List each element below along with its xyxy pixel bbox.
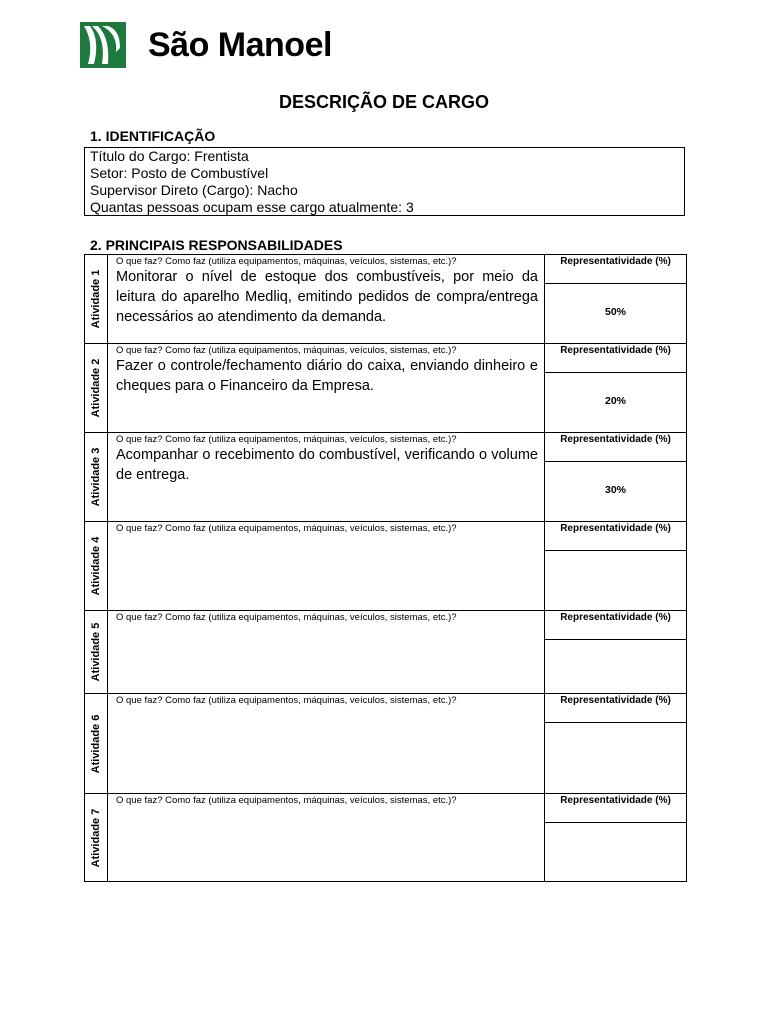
- representatividade-header: Representatividade (%): [545, 794, 686, 823]
- ident-quantidade: Quantas pessoas ocupam esse cargo atualmente: 3: [90, 199, 414, 215]
- activity-description-cell: [108, 794, 545, 882]
- representatividade-header: Representatividade (%): [545, 611, 686, 640]
- activity-question: O que faz? Como faz (utiliza equipamentos, máquinas, veículos, sistemas, etc.)?: [116, 345, 457, 356]
- activity-answer: Fazer o controle/fechamento diário do caixa, enviando dinheiro e cheques para o Financeiro da Empresa.: [116, 358, 538, 394]
- activity-representatividade-cell: [545, 344, 687, 433]
- representatividade-header: Representatividade (%): [545, 694, 686, 723]
- activity-row: [85, 344, 687, 433]
- activity-question: O que faz? Como faz (utiliza equipamentos, máquinas, veículos, sistemas, etc.)?: [116, 256, 457, 267]
- activities-table: [84, 254, 687, 882]
- ident-supervisor: Supervisor Direto (Cargo): Nacho: [90, 182, 298, 198]
- representatividade-header: Representatividade (%): [545, 433, 686, 462]
- ident-titulo: Título do Cargo: Frentista: [90, 148, 249, 164]
- activity-representatividade-cell: [545, 794, 687, 882]
- activity-label-cell: [85, 611, 108, 694]
- ident-setor: Setor: Posto de Combustível: [90, 165, 269, 181]
- representatividade-value: [545, 640, 686, 659]
- activity-label-cell: [85, 522, 108, 611]
- section-responsabilidades-heading: 2. PRINCIPAIS RESPONSABILIDADES: [90, 237, 343, 253]
- activity-representatividade-cell: [545, 611, 687, 694]
- activity-representatividade-cell: [545, 522, 687, 611]
- activity-label: Atividade 7: [90, 808, 102, 867]
- activity-answer: Acompanhar o recebimento do combustível, verificando o volume de entrega.: [116, 447, 538, 483]
- activity-row: [85, 433, 687, 522]
- activity-row: [85, 611, 687, 694]
- section-identificacao-heading: 1. IDENTIFICAÇÃO: [90, 128, 216, 144]
- representatividade-value: 50%: [604, 306, 626, 318]
- activity-row: [85, 694, 687, 794]
- company-logo: [80, 22, 126, 68]
- page-title: DESCRIÇÃO DE CARGO: [278, 92, 489, 112]
- activity-representatividade-cell: [545, 433, 687, 522]
- activity-label-cell: [85, 794, 108, 882]
- identificacao-box: [84, 147, 685, 216]
- activity-description-cell: [108, 255, 545, 344]
- activity-question: O que faz? Como faz (utiliza equipamentos, máquinas, veículos, sistemas, etc.)?: [116, 795, 457, 806]
- activity-description-cell: [108, 344, 545, 433]
- activity-row: [85, 794, 687, 882]
- activity-row: [85, 255, 687, 344]
- activity-label-cell: [85, 255, 108, 344]
- activity-question: O que faz? Como faz (utiliza equipamentos, máquinas, veículos, sistemas, etc.)?: [116, 523, 457, 534]
- representatividade-header: Representatividade (%): [545, 344, 686, 373]
- representatividade-value: [545, 551, 686, 573]
- activity-representatividade-cell: [545, 255, 687, 344]
- sao-manoel-logo-icon: [80, 22, 126, 68]
- activity-question: O que faz? Como faz (utiliza equipamentos, máquinas, veículos, sistemas, etc.)?: [116, 695, 457, 706]
- activity-label-cell: [85, 433, 108, 522]
- activity-label: Atividade 2: [90, 358, 102, 418]
- activity-question: O que faz? Como faz (utiliza equipamentos, máquinas, veículos, sistemas, etc.)?: [116, 434, 457, 445]
- activity-description-cell: [108, 433, 545, 522]
- activity-description-cell: [108, 611, 545, 694]
- activity-label-cell: [85, 694, 108, 794]
- activity-label: Atividade 5: [90, 622, 102, 682]
- activity-label: Atividade 4: [90, 536, 102, 596]
- activity-representatividade-cell: [545, 694, 687, 794]
- activity-label-cell: [85, 344, 108, 433]
- activity-description-cell: [108, 694, 545, 794]
- representatividade-value: [545, 723, 686, 751]
- representatividade-header: Representatividade (%): [545, 522, 686, 551]
- activity-label: Atividade 3: [90, 447, 102, 507]
- activity-question: O que faz? Como faz (utiliza equipamentos, máquinas, veículos, sistemas, etc.)?: [116, 612, 457, 623]
- activity-label: Atividade 6: [90, 714, 102, 773]
- representatividade-value: 30%: [604, 484, 626, 496]
- company-name: São Manoel: [148, 26, 332, 64]
- representatividade-value: [545, 823, 686, 845]
- representatividade-value: 20%: [604, 395, 626, 407]
- activity-answer: Monitorar o nível de estoque dos combustíveis, por meio da leitura do aparelho Medliq, emitindo pedidos de compra/entrega necessários ao atendimento da demanda.: [116, 269, 538, 325]
- activity-description-cell: [108, 522, 545, 611]
- activity-label: Atividade 1: [90, 269, 102, 329]
- activity-row: [85, 522, 687, 611]
- representatividade-header: Representatividade (%): [545, 255, 686, 284]
